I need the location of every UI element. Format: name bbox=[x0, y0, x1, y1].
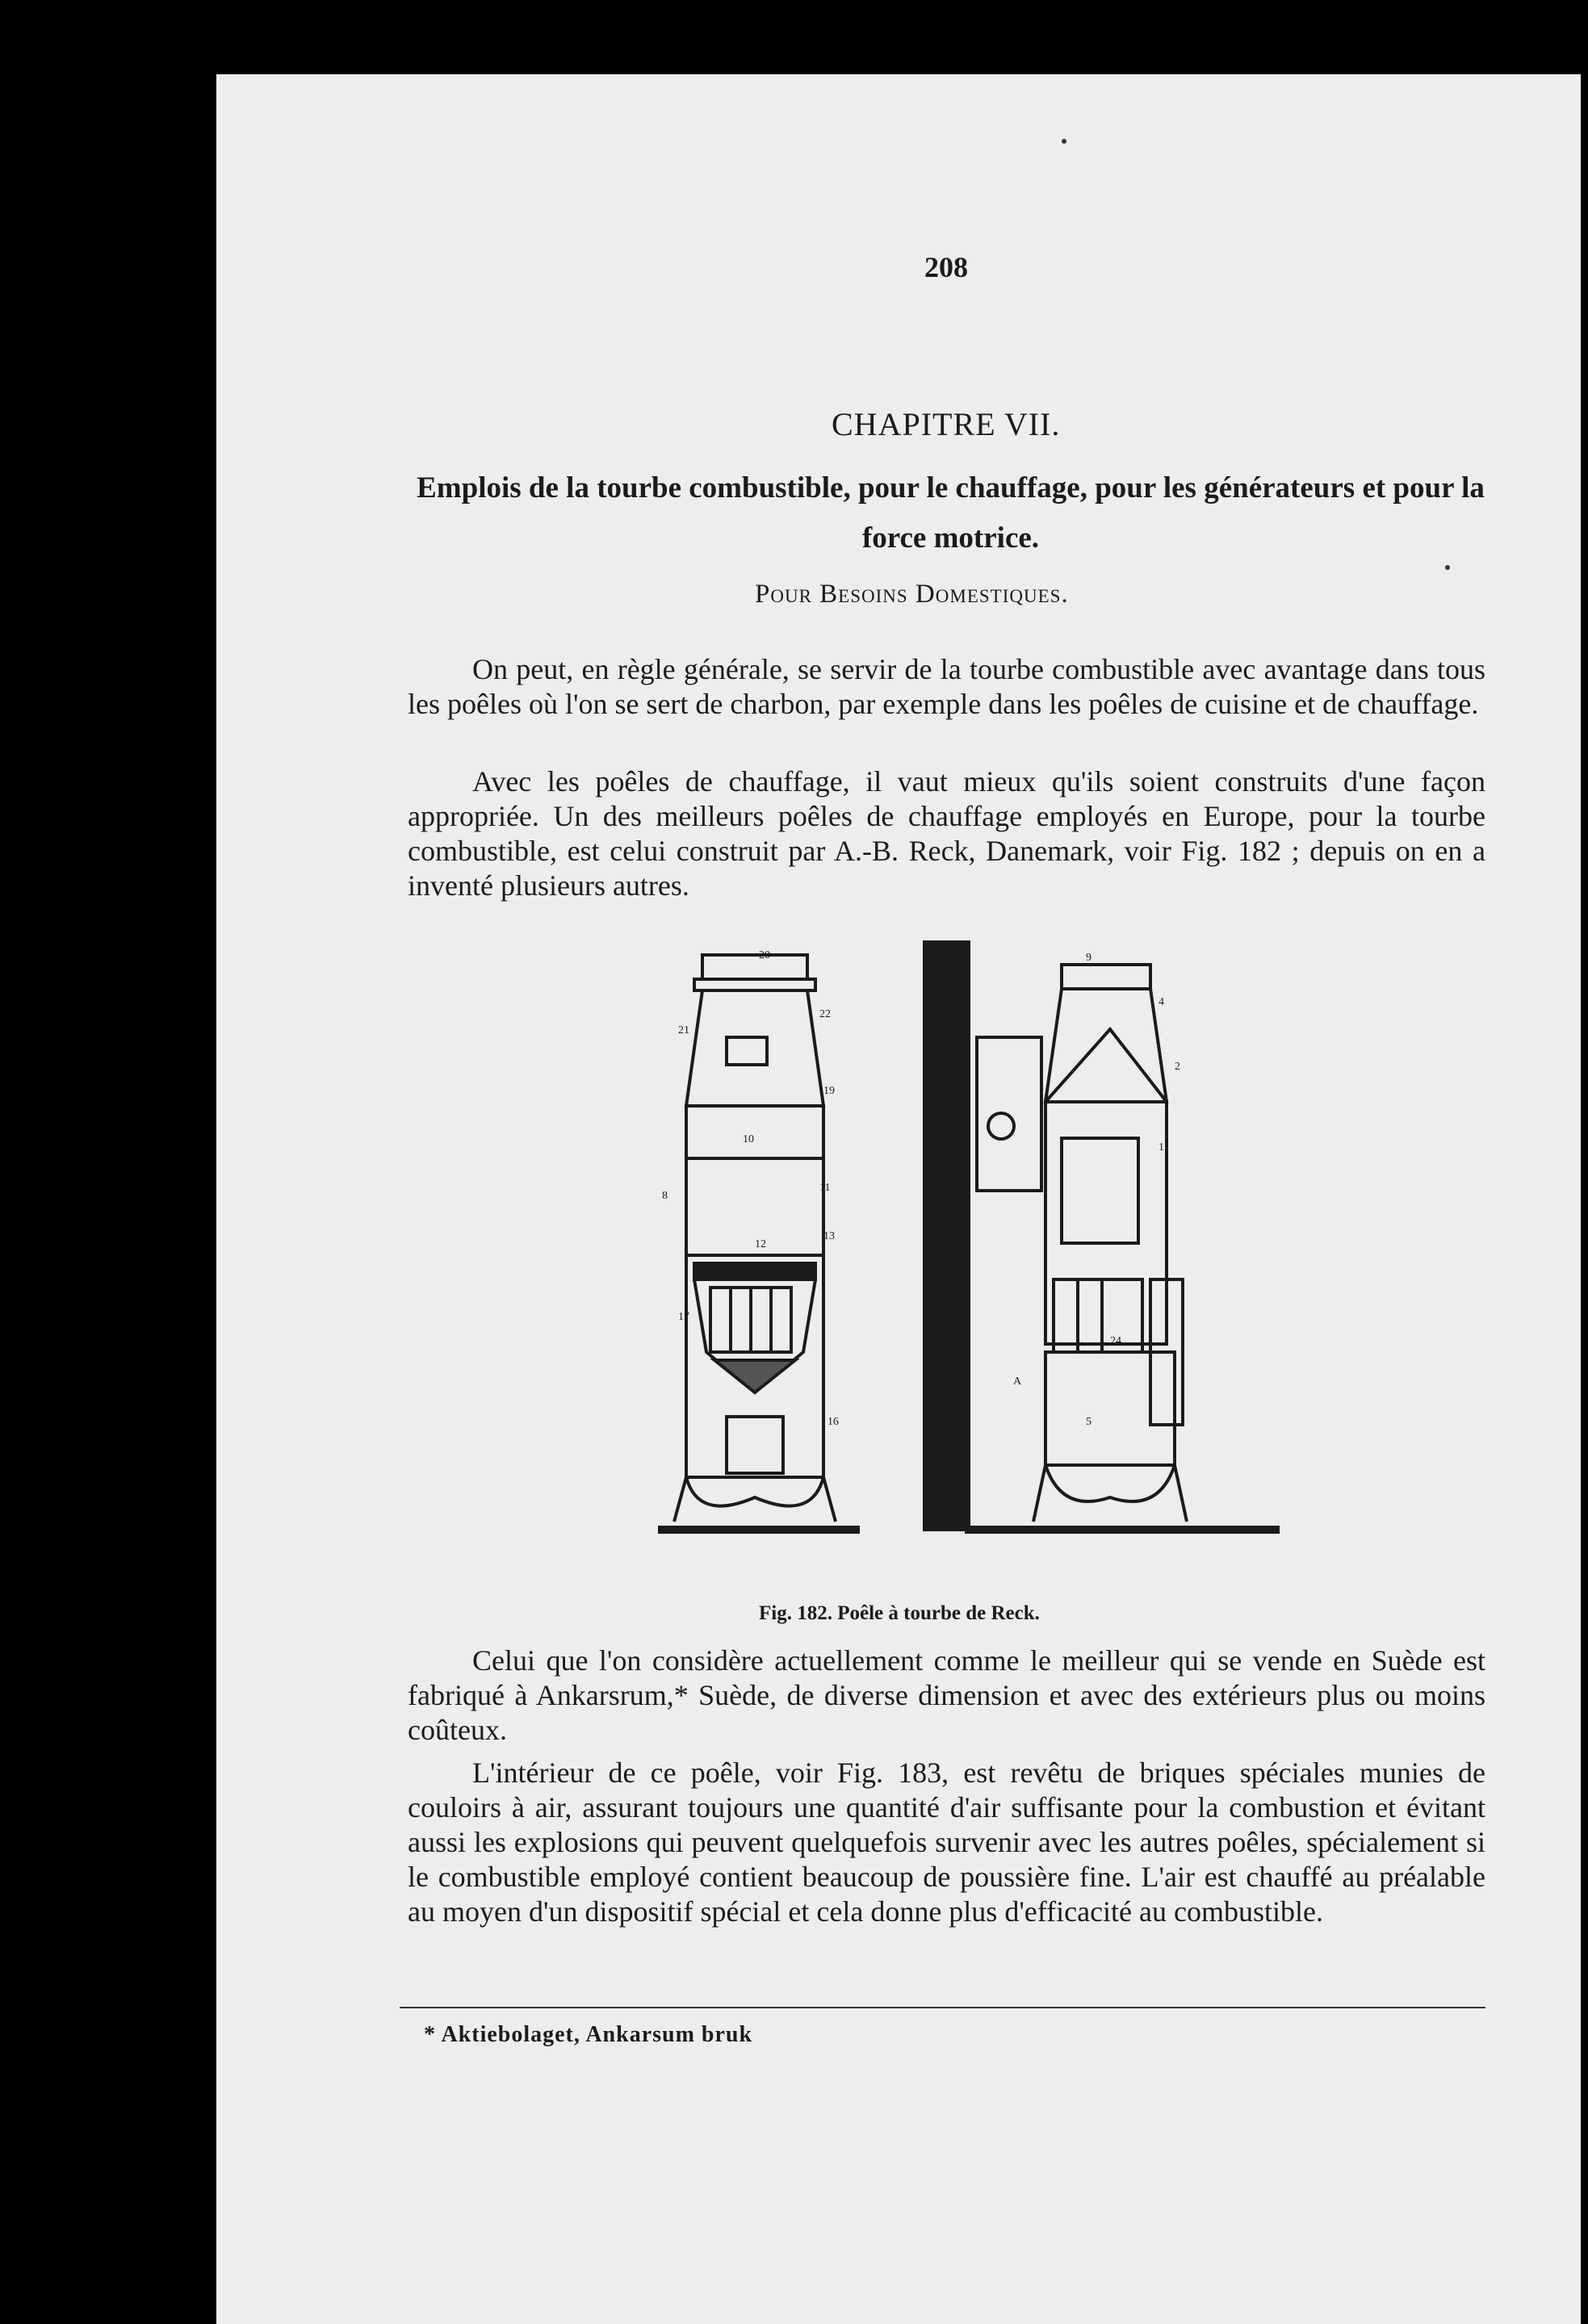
speck bbox=[1445, 565, 1450, 570]
figure-label: 1 bbox=[1159, 1141, 1164, 1154]
figure-label: 21 bbox=[678, 1024, 689, 1036]
left-stove-door-top bbox=[727, 1037, 767, 1065]
speck bbox=[1062, 139, 1066, 144]
paragraph-4-text: L'intérieur de ce poêle, voir Fig. 183, est revêtu de briques spéciales munies de couloirs à air, assurant toujours une quantité d'air suffisante pour la combustion et évitant aussi les explosions qui peuvent quelquefois survenir avec les autres poêles, spécialement si le combustible employé contient beaucoup de poussière fine. L'air est chauffé au préalable au moyen d'un dispositif spécial et cela donne plus d'efficacité au combustible. bbox=[408, 1757, 1485, 1928]
figure-label: 5 bbox=[1086, 1416, 1091, 1428]
left-stove-top bbox=[686, 990, 823, 1106]
footnote-rule bbox=[400, 2007, 1485, 2008]
figure-label: 10 bbox=[743, 1133, 754, 1145]
figure-label: 22 bbox=[819, 1008, 831, 1020]
left-stove-cap bbox=[702, 955, 807, 979]
figure-label: 8 bbox=[662, 1190, 668, 1202]
stove-illustration bbox=[593, 940, 1280, 1578]
figure-label: 13 bbox=[823, 1230, 835, 1242]
section-subheading: Pour Besoins Domestiques. bbox=[755, 580, 1069, 609]
footnote: * Aktiebolaget, Ankarsum bruk bbox=[424, 2022, 753, 2047]
left-stove-cap-base bbox=[694, 979, 815, 990]
chapter-heading: CHAPITRE VII. bbox=[832, 406, 1061, 442]
figure-label: 4 bbox=[1159, 996, 1164, 1008]
figure-label: 11 bbox=[819, 1182, 831, 1194]
paragraph-3 bbox=[408, 1644, 1485, 1748]
stove-figure bbox=[593, 940, 1280, 1578]
page-number: 208 bbox=[924, 251, 968, 283]
chapter-title: Emplois de la tourbe combustible, pour le chauffage, pour les générateurs et pour la force motrice. bbox=[417, 471, 1485, 555]
figure-label: 9 bbox=[1086, 952, 1091, 964]
figure-label: A bbox=[1013, 1376, 1022, 1388]
paragraph-2-text: Avec les poêles de chauffage, il vaut mieux qu'ils soient construits d'une façon appropriée. Un des meilleurs poêles de chauffage employés en Europe, pour la tourbe combustible, est celui construit par A.-B. Reck, Danemark, voir Fig. 182 ; depuis on en a inventé plusieurs autres. bbox=[408, 765, 1485, 902]
figure-label: 24 bbox=[1110, 1335, 1121, 1347]
figure-label: 19 bbox=[823, 1085, 835, 1097]
figure-label: 16 bbox=[828, 1416, 839, 1428]
paragraph-1-text: On peut, en règle générale, se servir de la tourbe combustible avec avantage dans tous les poêles où l'on se sert de charbon, par exemple dans les poêles de cuisine et de chauffage. bbox=[408, 653, 1485, 720]
figure-label: 20 bbox=[759, 949, 770, 961]
paragraph-1 bbox=[408, 652, 1485, 722]
figure-caption: Fig. 182. Poêle à tourbe de Reck. bbox=[759, 1602, 1040, 1624]
paragraph-2 bbox=[408, 764, 1485, 903]
paragraph-3-text: Celui que l'on considère actuellement comme le meilleur qui se vende en Suède est fabriqué à Ankarsrum,* Suède, de diverse dimension et avec des extérieurs plus ou moins coûteux. bbox=[408, 1644, 1485, 1746]
figure-label: 12 bbox=[755, 1238, 766, 1250]
figure-label: 2 bbox=[1175, 1061, 1180, 1073]
figure-label: 17 bbox=[678, 1311, 689, 1323]
left-stove-body bbox=[686, 1106, 823, 1477]
paragraph-4 bbox=[408, 1756, 1485, 1929]
